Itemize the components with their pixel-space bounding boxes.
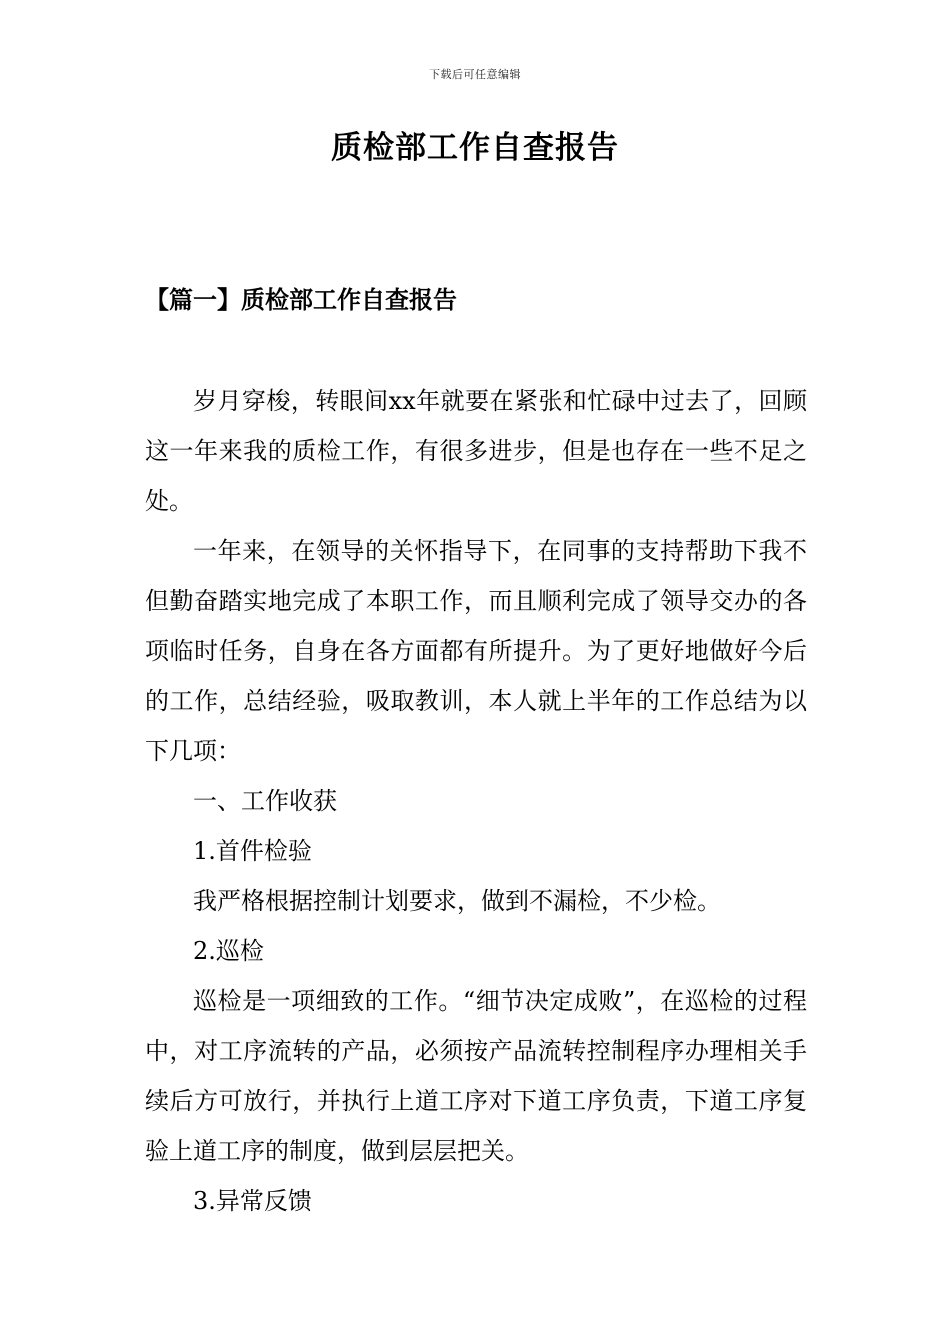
document-body [145,376,807,1226]
heading-first-article-inspection: 1.首件检验 [193,837,312,865]
heading-patrol-inspection: 2.巡检 [193,937,264,965]
paragraph-summary: 一年来，在领导的关怀指导下，在同事的支持帮助下我不但勤奋踏实地完成了本职工作，而且顺利完成了领导交办的各项临时任务，自身在各方面都有所提升。为了更好地做好今后的工作，总结经验，吸取教训，本人就上半年的工作总结为以下几项： [145,537,807,765]
document-title: 质检部工作自查报告 [331,130,619,166]
section-heading: 【篇一】质检部工作自查报告 [145,285,457,314]
heading-work-gains: 一、工作收获 [193,787,337,815]
paragraph-intro: 岁月穿梭，转眼间xx年就要在紧张和忙碌中过去了，回顾这一年来我的质检工作，有很多进步，但是也存在一些不足之处。 [145,387,807,515]
header-note: 下载后可任意编辑 [429,68,521,81]
heading-exception-feedback: 3.异常反馈 [193,1187,312,1215]
paragraph-patrol-inspection: 巡检是一项细致的工作。“细节决定成败”，在巡检的过程中，对工序流转的产品，必须按产品流转控制程序办理相关手续后方可放行，并执行上道工序对下道工序负责，下道工序复验上道工序的制度，做到层层把关。 [145,987,807,1165]
paragraph-first-article-inspection: 我严格根据控制计划要求，做到不漏检，不少检。 [193,887,721,915]
